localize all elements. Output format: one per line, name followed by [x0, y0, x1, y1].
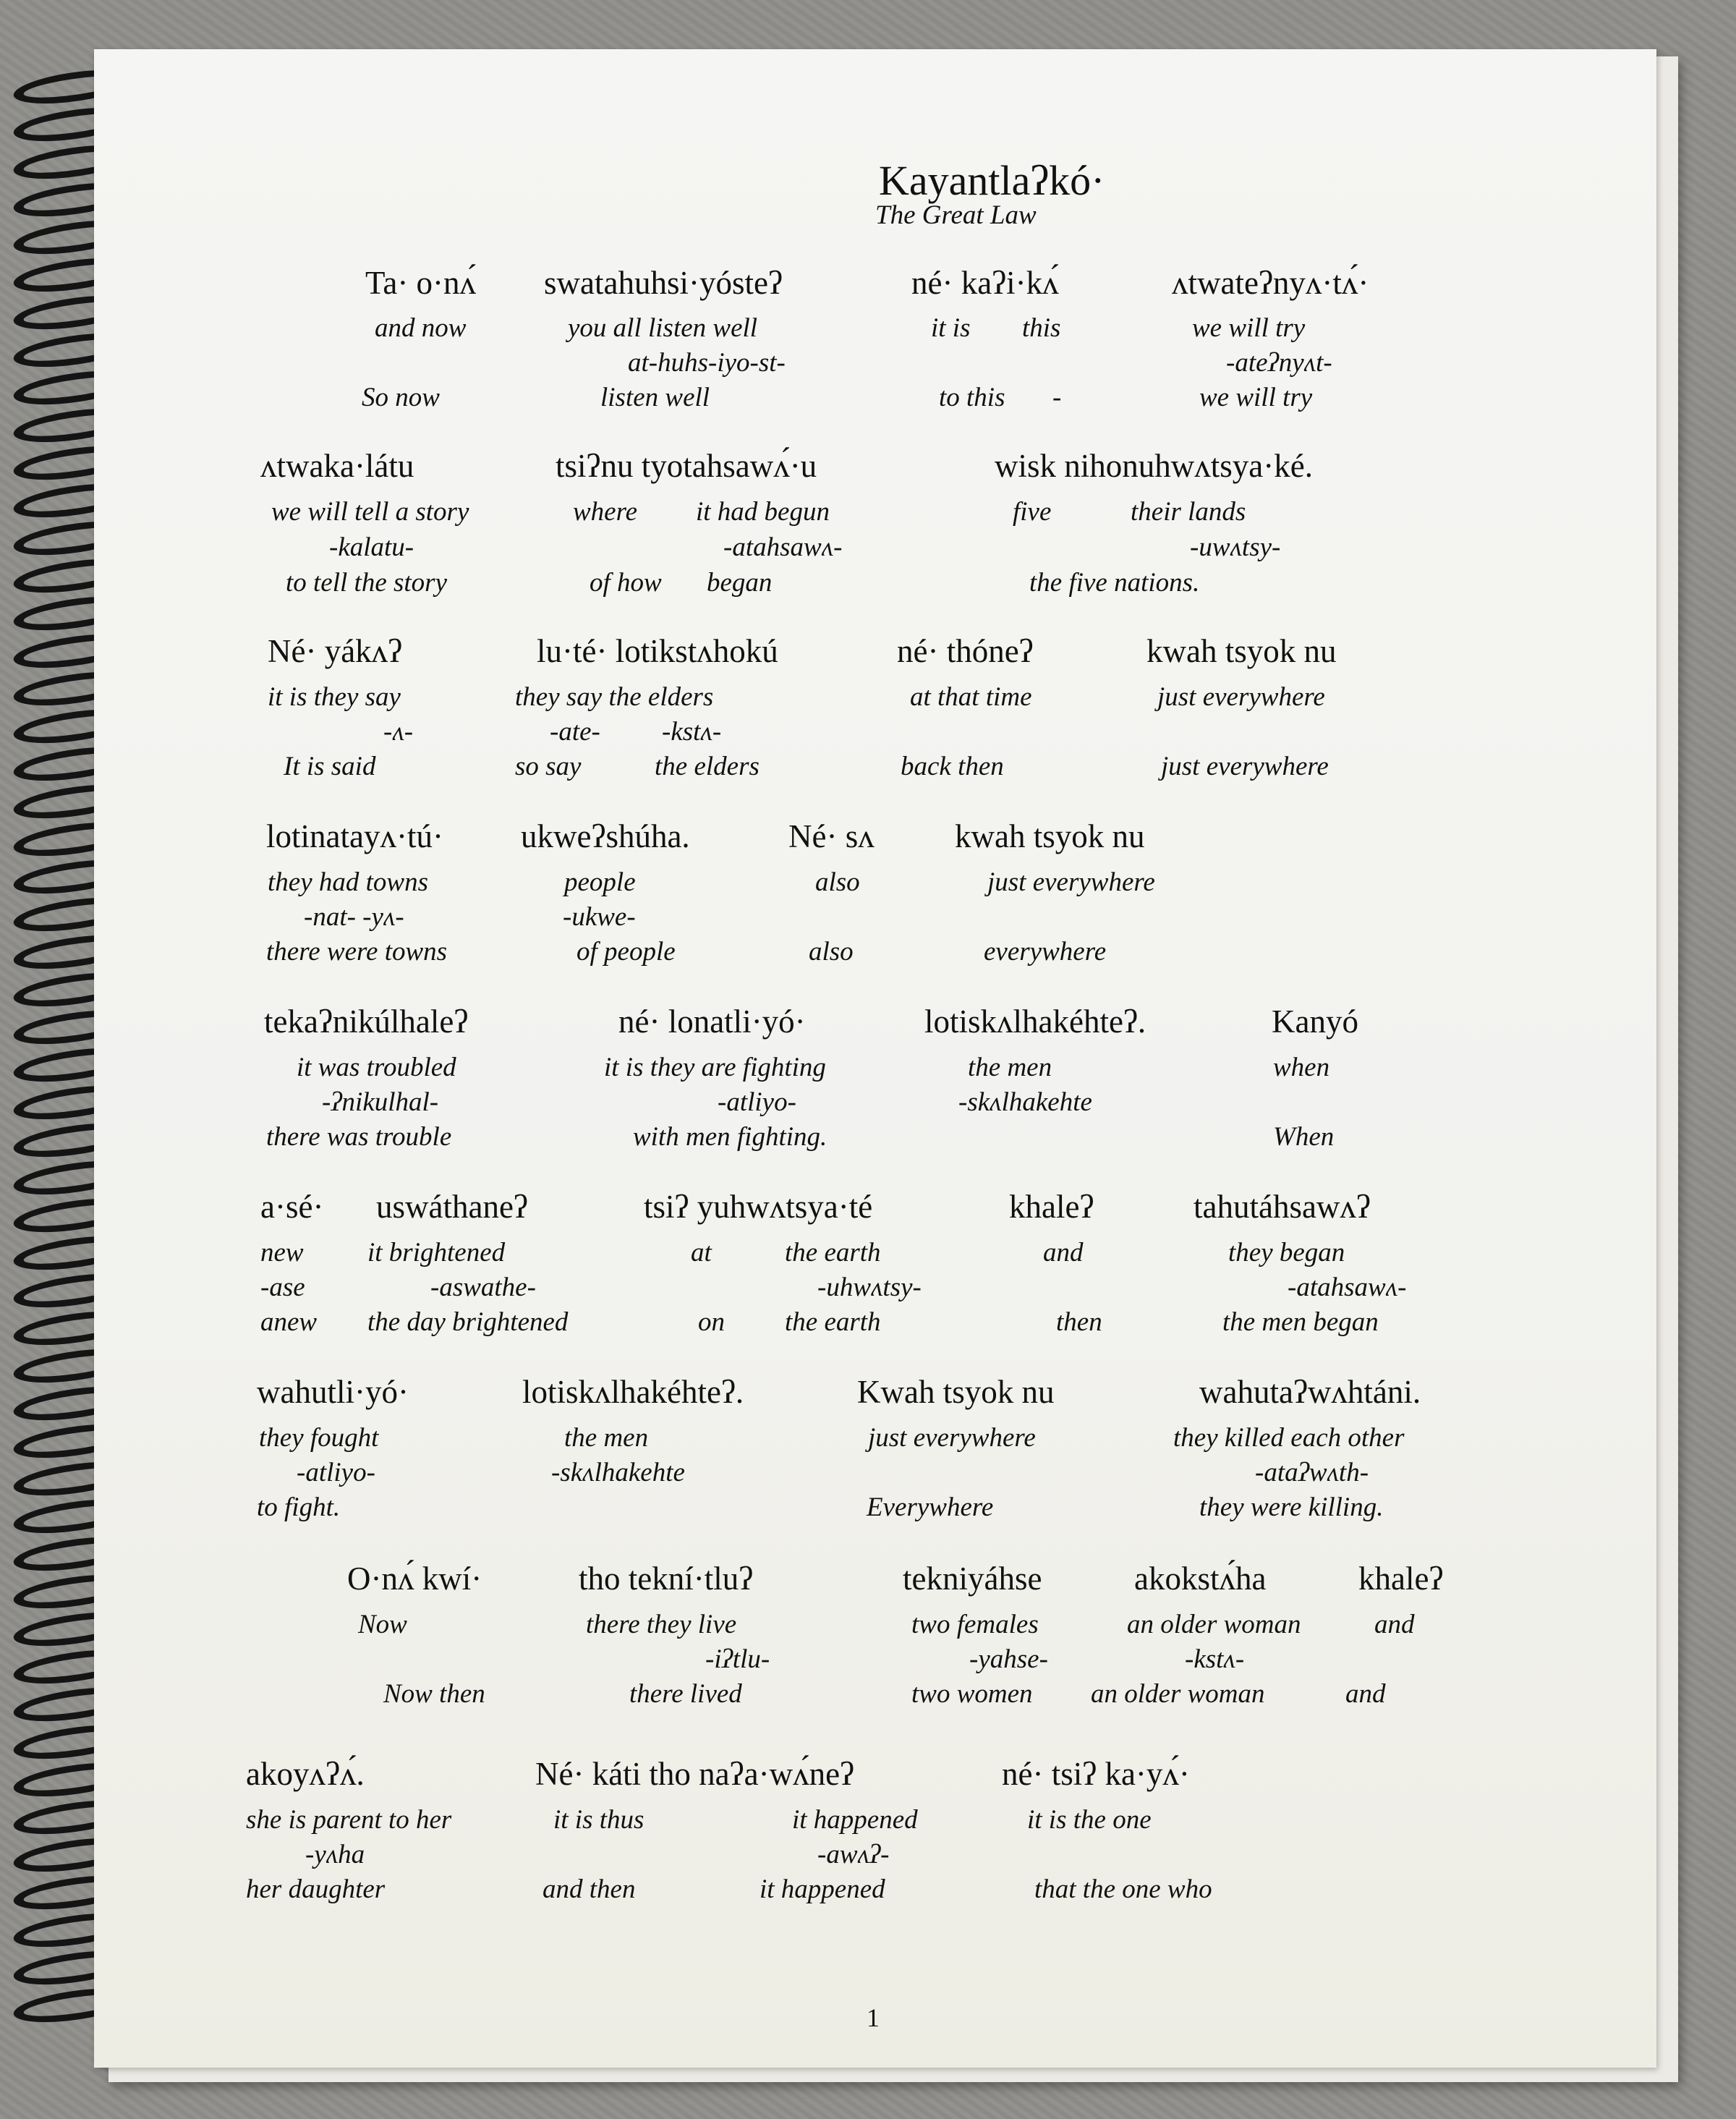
word: lotinatayʌ·tú· — [266, 818, 443, 854]
root: -atahsawʌ- — [723, 532, 843, 562]
gloss: the men — [564, 1423, 649, 1453]
root: -uwʌtsy- — [1190, 532, 1281, 562]
word: né· tsiʔ ka·yʌ́· — [1002, 1756, 1190, 1792]
word: tho tekní·tluʔ — [579, 1560, 754, 1597]
word: né· lonatli·yó· — [618, 1003, 806, 1040]
gloss: Now — [358, 1610, 407, 1639]
page-subtitle: The Great Law — [875, 200, 1037, 230]
gloss: just everywhere — [868, 1423, 1036, 1453]
translation: and — [1345, 1679, 1386, 1709]
gloss: it was troubled — [297, 1053, 456, 1082]
gloss: it is — [931, 313, 971, 343]
word: né· thóneʔ — [897, 633, 1034, 669]
word: Né· káti tho naʔa·wʌ́neʔ — [535, 1756, 855, 1792]
gloss: you all listen well — [568, 313, 758, 343]
gloss: and — [1374, 1610, 1415, 1639]
root: -ʌ- — [383, 717, 414, 747]
gloss: it had begun — [696, 497, 830, 527]
gloss: two females — [911, 1610, 1039, 1639]
page-title: Kayantlaʔkó· — [879, 157, 1105, 204]
word: Kanyó — [1272, 1003, 1358, 1040]
word: wahutli·yó· — [257, 1374, 409, 1410]
gloss: and — [1043, 1238, 1084, 1267]
gloss: it is the one — [1027, 1805, 1152, 1835]
root: -atliyo- — [718, 1087, 796, 1117]
translation: began — [707, 568, 773, 598]
page-number: 1 — [867, 2003, 880, 2032]
translation: the elders — [655, 752, 760, 781]
word: Ta· o·nʌ́ — [365, 265, 477, 301]
root: -atahsawʌ- — [1288, 1273, 1407, 1302]
gloss: where — [573, 497, 638, 527]
translation: to this — [939, 383, 1005, 412]
word: wisk nihonuhwʌtsya·ké. — [995, 448, 1313, 484]
translation: listen well — [600, 383, 710, 412]
root: -kstʌ- — [662, 717, 722, 747]
translation: the men began — [1222, 1307, 1379, 1337]
translation: also — [809, 937, 854, 967]
translation: the earth — [785, 1307, 881, 1337]
word: tsiʔnu tyotahsawʌ́·u — [556, 448, 817, 484]
word: kwah tsyok nu — [1146, 633, 1337, 669]
gloss: and now — [375, 313, 467, 343]
gloss: it is they are fighting — [604, 1053, 826, 1082]
translation: it happened — [760, 1874, 885, 1904]
word: lotiskʌlhakéhteʔ. — [522, 1374, 744, 1410]
root: -ateʔnyʌt- — [1226, 348, 1332, 378]
gloss: people — [564, 867, 636, 897]
root: -ate- — [550, 717, 600, 747]
word: tekniyáhse — [903, 1560, 1042, 1597]
word: O·nʌ́ kwí· — [347, 1560, 482, 1597]
root: -skʌlhakehte — [551, 1458, 685, 1487]
translation: Everywhere — [867, 1492, 994, 1522]
root: -aswathe- — [430, 1273, 536, 1302]
translation: to tell the story — [286, 568, 447, 598]
translation: - — [1052, 383, 1062, 412]
root: -yahse- — [969, 1644, 1048, 1674]
gloss: they say the elders — [515, 682, 714, 712]
word: lotiskʌlhakéhteʔ. — [924, 1003, 1146, 1040]
translation: her daughter — [246, 1874, 386, 1904]
translation: of people — [576, 937, 676, 967]
word: akoyʌʔʌ́. — [246, 1756, 365, 1792]
root: -iʔtlu- — [705, 1644, 770, 1674]
root: -atliyo- — [297, 1458, 375, 1487]
translation: they were killing. — [1199, 1492, 1384, 1522]
word: a·sé· — [260, 1189, 324, 1225]
gloss: it is thus — [553, 1805, 644, 1835]
root: -kstʌ- — [1185, 1644, 1245, 1674]
word: uswáthaneʔ — [376, 1189, 528, 1225]
root: at-huhs-iyo-st- — [628, 348, 786, 378]
translation: So now — [362, 383, 440, 412]
gloss: at — [691, 1238, 712, 1267]
gloss: it brightened — [367, 1238, 506, 1267]
root: -ukwe- — [563, 902, 636, 932]
translation: the five nations. — [1029, 568, 1200, 598]
word: lu·té· lotikstʌhokú — [537, 633, 778, 669]
translation: just everywhere — [1161, 752, 1329, 781]
gloss: just everywhere — [1157, 682, 1325, 712]
word: tahutáhsawʌʔ — [1194, 1189, 1371, 1225]
gloss: their lands — [1131, 497, 1246, 527]
gloss: five — [1013, 497, 1052, 527]
word: ʌtwateʔnyʌ·tʌ́· — [1172, 265, 1369, 301]
translation: so say — [515, 752, 582, 781]
translation: to fight. — [257, 1492, 341, 1522]
gloss: when — [1273, 1053, 1330, 1082]
gloss: new — [260, 1238, 304, 1267]
translation: there lived — [629, 1679, 742, 1709]
translation: there was trouble — [266, 1122, 452, 1152]
gloss: the earth — [785, 1238, 881, 1267]
document-page — [94, 49, 1656, 2068]
gloss: an older woman — [1127, 1610, 1301, 1639]
word: wahutaʔwʌhtáni. — [1199, 1374, 1421, 1410]
word: khaleʔ — [1009, 1189, 1094, 1225]
word: Kwah tsyok nu — [857, 1374, 1055, 1410]
word: Né· yákʌʔ — [268, 633, 403, 669]
translation: Now then — [383, 1679, 485, 1709]
translation: an older woman — [1091, 1679, 1265, 1709]
root: -ʔnikulhal- — [322, 1087, 439, 1117]
word: kwah tsyok nu — [955, 818, 1145, 854]
translation: the day brightened — [367, 1307, 569, 1337]
word: Né· sʌ — [788, 818, 875, 854]
gloss: this — [1022, 313, 1061, 343]
gloss: they killed each other — [1173, 1423, 1405, 1453]
gloss: it happened — [792, 1805, 918, 1835]
gloss: at that time — [910, 682, 1032, 712]
word: ʌtwaka·látu — [260, 448, 414, 484]
word: khaleʔ — [1358, 1560, 1444, 1597]
translation: then — [1056, 1307, 1102, 1337]
translation: of how — [590, 568, 662, 598]
translation: there were towns — [266, 937, 448, 967]
gloss: just everywhere — [987, 867, 1155, 897]
root: -kalatu- — [329, 532, 414, 562]
gloss: they had towns — [268, 867, 428, 897]
translation: with men fighting. — [633, 1122, 827, 1152]
translation: on — [698, 1307, 725, 1337]
translation: everywhere — [984, 937, 1107, 967]
gloss: we will tell a story — [271, 497, 469, 527]
translation: When — [1273, 1122, 1335, 1152]
gloss: there they live — [586, 1610, 737, 1639]
translation: anew — [260, 1307, 318, 1337]
word: swatahuhsi·yósteʔ — [544, 265, 783, 301]
gloss: it is they say — [268, 682, 401, 712]
translation: we will try — [1199, 383, 1313, 412]
translation: and then — [542, 1874, 636, 1904]
root: -ataʔwʌth- — [1255, 1458, 1369, 1487]
root: -ase — [260, 1273, 305, 1302]
gloss: they began — [1228, 1238, 1345, 1267]
word: akokstʌ́ha — [1134, 1560, 1267, 1597]
root: -yʌha — [305, 1840, 365, 1869]
gloss: also — [815, 867, 860, 897]
translation: It is said — [284, 752, 376, 781]
word: ukweʔshúha. — [521, 818, 690, 854]
root: -nat- -yʌ- — [304, 902, 404, 932]
word: tekaʔnikúlhaleʔ — [264, 1003, 469, 1040]
root: -awʌʔ- — [817, 1840, 890, 1869]
translation: back then — [901, 752, 1004, 781]
gloss: the men — [968, 1053, 1052, 1082]
word: né· kaʔi·kʌ́ — [911, 265, 1059, 301]
translation: that the one who — [1034, 1874, 1212, 1904]
gloss: she is parent to her — [246, 1805, 452, 1835]
word: tsiʔ yuhwʌtsya·té — [644, 1189, 873, 1225]
root: -skʌlhakehte — [958, 1087, 1092, 1117]
gloss: we will try — [1192, 313, 1306, 343]
root: -uhwʌtsy- — [817, 1273, 922, 1302]
gloss: they fought — [259, 1423, 379, 1453]
translation: two women — [911, 1679, 1033, 1709]
